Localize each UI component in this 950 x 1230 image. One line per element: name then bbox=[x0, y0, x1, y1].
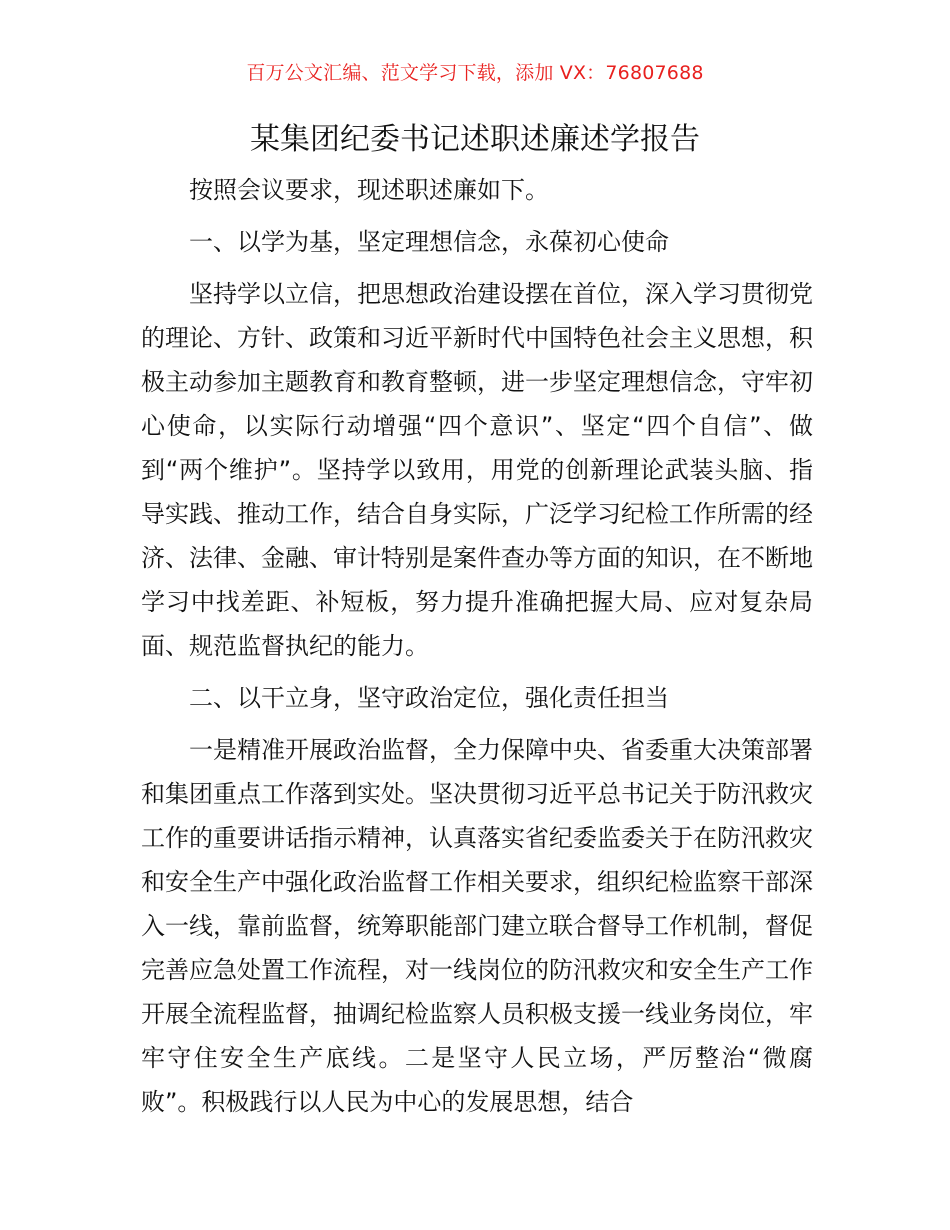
paragraph-intro: 按照会议要求，现述职述廉如下。 bbox=[189, 176, 549, 204]
watermark-header-note: 百万公文汇编、范文学习下载，添加 VX：76807688 bbox=[246, 62, 704, 84]
document-title: 某集团纪委书记述职述廉述学报告 bbox=[250, 122, 700, 157]
paragraph-section-1: 坚持学以立信，把思想政治建设摆在首位，深入学习贯彻党的理论、方针、政策和习近平新时代中国特色社会主义思想，积极主动参加主题教育和教育整顿，进一步坚定理想信念，守牢初心使命，以实际行动增强“四个意识”、坚定“四个自信”、做到“两个维护”。坚持学以致用，用党的创新理论武装头脑、指导实践、推动工作，结合自身实际，广泛学习纪检工作所需的经济、法律、金融、审计特别是案件查办等方面的知识，在不断地学习中找差距、补短板，努力提升准确把握大局、应对复杂局面、规范监督执纪的能力。 bbox=[141, 280, 813, 660]
document-body bbox=[141, 168, 813, 1132]
paragraph-section-2: 一是精准开展政治监督，全力保障中央、省委重大决策部署和集团重点工作落到实处。坚决贯彻习近平总书记关于防汛救灾工作的重要讲话指示精神，认真落实省纪委监委关于在防汛救灾和安全生产中强化政治监督工作相关要求，组织纪检监察干部深入一线，靠前监督，统筹职能部门建立联合督导工作机制，督促完善应急处置工作流程，对一线岗位的防汛救灾和安全生产工作开展全流程监督，抽调纪检监察人员积极支援一线业务岗位，牢牢守住安全生产底线。二是坚守人民立场，严厉整治“微腐败”。积极践行以人民为中心的发展思想，结合 bbox=[141, 736, 813, 1116]
section-heading-2: 二、以干立身，坚守政治定位，强化责任担当 bbox=[189, 684, 669, 712]
section-heading-1: 一、以学为基，坚定理想信念，永葆初心使命 bbox=[189, 228, 669, 256]
